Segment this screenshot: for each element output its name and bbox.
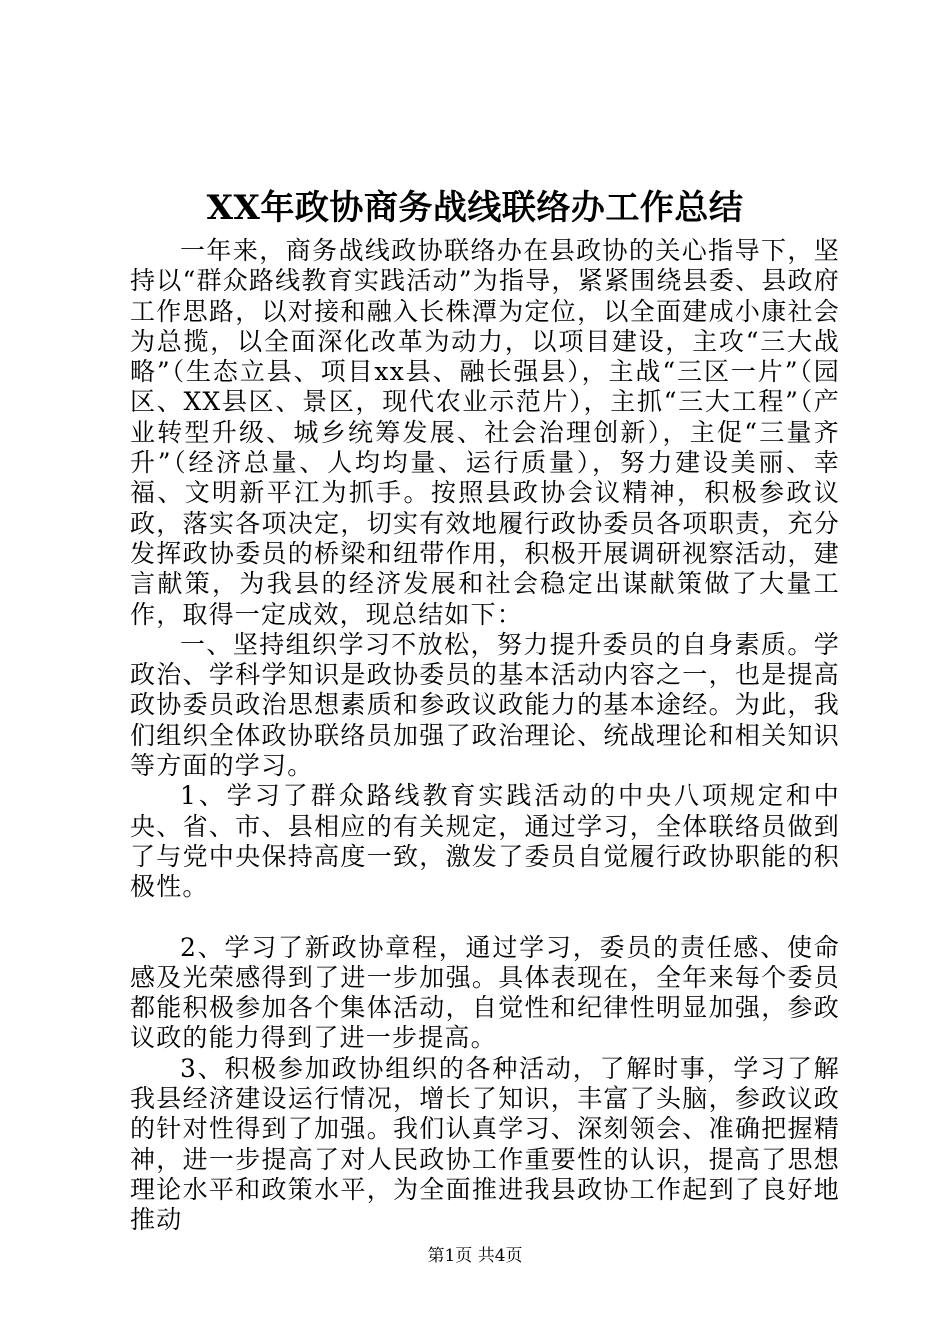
document-title: XX年政协商务战线联络办工作总结 <box>206 188 744 228</box>
paragraph-section-1: 一、坚持组织学习不放松，努力提升委员的自身素质。学政治、学科学知识是政协委员的基本活动内容之一，也是提高政协委员政治思想素质和参政议政能力的基本途经。为此，我们组织全体政协联络员加强了政治理论、统战理论和相关知识等方面的学习。 <box>130 629 840 781</box>
page-number-footer: 第1页 共4页 <box>427 1246 523 1266</box>
paragraph-item-1: 1、学习了群众路线教育实践活动的中央八项规定和中央、省、市、县相应的有关规定，通过学习，全体联络员做到了与党中央保持高度一致，激发了委员自觉履行政协职能的积极性。 <box>130 781 840 902</box>
paragraph-item-3: 3、积极参加政协组织的各种活动，了解时事，学习了解我县经济建设运行情况，增长了知识，丰富了头脑，参政议政的针对性得到了加强。我们认真学习、深刻领会、准确把握精神，进一步提高了对人民政协工作重要性的认识，提高了思想理论水平和政策水平，为全面推进我县政协工作起到了良好地推动 <box>130 1053 840 1235</box>
paragraph-item-2: 2、学习了新政协章程，通过学习，委员的责任感、使命感及光荣感得到了进一步加强。具体表现在，全年来每个委员都能积极参加各个集体活动，自觉性和纪律性明显加强，参政议政的能力得到了进一步提高。 <box>130 932 840 1053</box>
paragraph-intro: 一年来，商务战线政协联络办在县政协的关心指导下，坚持以“群众路线教育实践活动”为指导，紧紧围绕县委、县政府工作思路，以对接和融入长株潭为定位，以全面建成小康社会为总揽，以全面深化改革为动力，以项目建设，主攻“三大战略”（生态立县、项目xx县、融长强县），主战“三区一片”（园区、XX县区、景区，现代农业示范片），主抓“三大工程”（产业转型升级、城乡统筹发展、社会治理创新），主促“三量齐升”（经济总量、人均均量、运行质量），努力建设美丽、幸福、文明新平江为抓手。按照县政协会议精神，积极参政议政，落实各项决定，切实有效地履行政协委员各项职责，充分发挥政协委员的桥梁和纽带作用，积极开展调研视察活动，建言献策，为我县的经济发展和社会稳定出谋献策做了大量工作，取得一定成效，现总结如下： <box>130 236 840 629</box>
document-body <box>130 236 840 1236</box>
